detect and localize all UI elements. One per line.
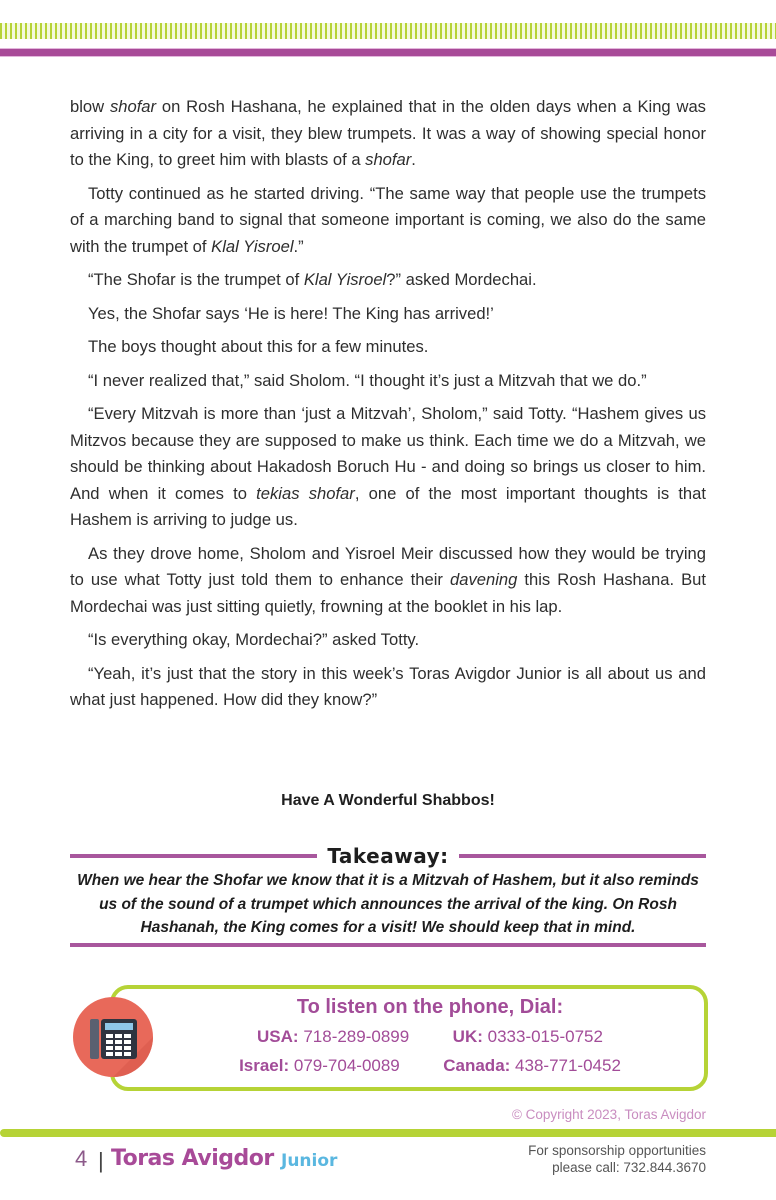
story-paragraph: blow shofar on Rosh Hashana, he explained that in the olden days when a King was arriving in a city for a visit, they blew trumpets. It was a way of showing special honor to the King, to greet him with blasts of a shofar. bbox=[70, 97, 706, 169]
story-paragraph: “I never realized that,” said Sholom. “I thought it’s just a Mitzvah that we do.” bbox=[88, 370, 647, 390]
takeaway-divider-left bbox=[70, 854, 317, 858]
takeaway-divider-bottom bbox=[70, 943, 706, 947]
story-paragraph: “Every Mitzvah is more than ‘just a Mitzvah’, Sholom,” said Totty. “Hashem gives us Mitzvos because they are supposed to make us think. Each time we do a Mitzvah, we should be thinking about Hakadosh Boruch Hu - and doing so brings us closer to him. And when it comes to tekias shofar, one of the most important thoughts is that Hashem is arriving to judge us. bbox=[70, 404, 706, 529]
phone-label-uk: UK: bbox=[452, 1027, 483, 1046]
copyright-notice: © Copyright 2023, Toras Avigdor bbox=[511, 1107, 706, 1122]
phone-number-israel[interactable]: 079-704-0089 bbox=[293, 1056, 400, 1075]
phone-number-usa[interactable]: 718-289-0899 bbox=[303, 1027, 410, 1046]
phone-number-uk[interactable]: 0333-015-0752 bbox=[487, 1027, 603, 1046]
story-paragraph: “Yeah, it’s just that the story in this week’s Toras Avigdor Junior is all about us and what just happened. How did they know?” bbox=[70, 663, 706, 709]
takeaway-title: Takeaway: bbox=[327, 844, 449, 868]
story-paragraph: Totty continued as he started driving. “The same way that people use the trumpets of a marching band to signal that someone important is coming, we also do the same with the trumpet of Klal Yisroel.” bbox=[70, 183, 706, 256]
phone-number-canada[interactable]: 438-771-0452 bbox=[515, 1056, 621, 1075]
story-body bbox=[70, 94, 706, 721]
brand-logo-junior: Junior bbox=[281, 1151, 338, 1171]
telephone-icon bbox=[73, 997, 153, 1077]
takeaway-divider-right bbox=[459, 854, 706, 858]
decorative-stripe-border bbox=[0, 23, 776, 39]
closing-greeting: Have A Wonderful Shabbos! bbox=[281, 792, 495, 809]
story-paragraph: Yes, the Shofar says ‘He is here! The King has arrived!’ bbox=[88, 303, 494, 323]
takeaway-header bbox=[70, 843, 706, 869]
phone-row-2 bbox=[150, 1056, 710, 1076]
story-paragraph: “The Shofar is the trumpet of Klal Yisroel?” asked Mordechai. bbox=[88, 270, 537, 289]
takeaway-text: When we hear the Shofar we know that it is a Mitzvah of Hashem, but it also reminds us of the sound of a trumpet which announces the arrival of the king. On Rosh Hashanah, the King comes for a visit! We should keep that in mind. bbox=[77, 872, 699, 936]
phone-label-usa: USA: bbox=[257, 1027, 299, 1046]
brand-logo-main: Toras Avigdor bbox=[111, 1146, 274, 1171]
sponsorship-line-1: For sponsorship opportunities bbox=[528, 1143, 706, 1158]
page-separator: | bbox=[98, 1148, 104, 1173]
phone-row-1 bbox=[150, 1027, 710, 1047]
header-divider-bar bbox=[0, 49, 776, 56]
sponsorship-info bbox=[528, 1142, 706, 1176]
phone-label-canada: Canada: bbox=[443, 1056, 511, 1075]
story-paragraph: The boys thought about this for a few minutes. bbox=[88, 337, 429, 356]
phone-title: To listen on the phone, Dial: bbox=[296, 996, 564, 1018]
phone-label-israel: Israel: bbox=[239, 1056, 290, 1075]
footer-divider-bar bbox=[0, 1129, 776, 1137]
sponsorship-line-2: please call: 732.844.3670 bbox=[552, 1160, 706, 1175]
story-paragraph: “Is everything okay, Mordechai?” asked Totty. bbox=[88, 630, 420, 649]
story-paragraph: As they drove home, Sholom and Yisroel Meir discussed how they would be trying to use what Totty just told them to enhance their davening this Rosh Hashana. But Mordechai was just sitting quietly, frowning at the booklet in his lap. bbox=[70, 543, 706, 616]
page-number: 4 bbox=[75, 1146, 88, 1171]
